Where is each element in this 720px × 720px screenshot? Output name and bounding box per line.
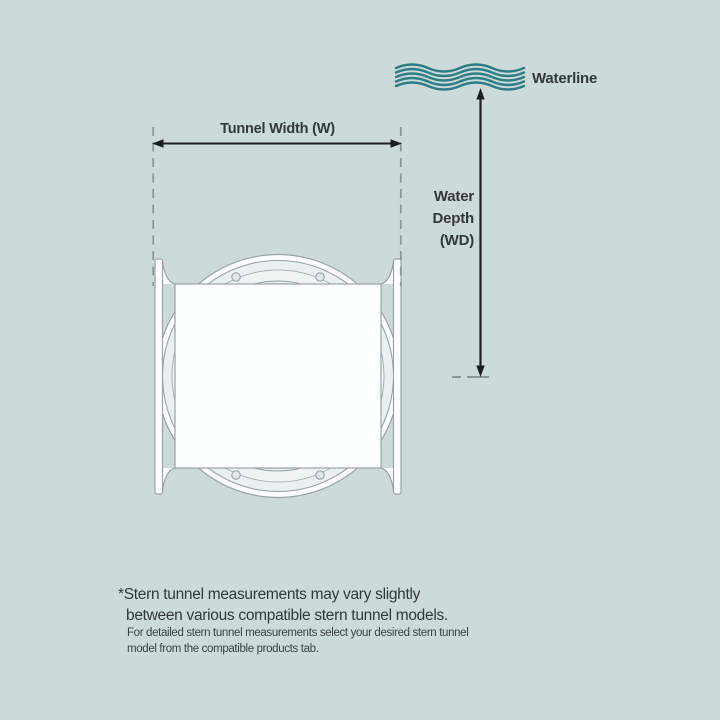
footnote-primary-line-2: between various compatible stern tunnel models. [126, 606, 448, 624]
waterline-waves-icon [396, 65, 524, 90]
water-depth-label [433, 186, 475, 252]
water-depth-line-1: Water [433, 188, 474, 205]
footnote-secondary-line-2: model from the compatible products tab. [127, 643, 319, 655]
tunnel-rim-left [155, 259, 163, 494]
bolt-hole [316, 273, 324, 281]
footnote-secondary-line-1: For detailed stern tunnel measurements select your desired stern tunnel [127, 627, 469, 639]
tunnel-rim-right [394, 259, 402, 494]
footnote-primary [118, 585, 448, 626]
tunnel-width-arrow [152, 139, 402, 147]
tunnel-barrel [175, 284, 381, 468]
footnote-primary-line-1: *Stern tunnel measurements may vary slightly [118, 586, 421, 603]
tunnel-drawing [155, 259, 401, 494]
bolt-hole [316, 471, 324, 479]
water-depth-line-2: Depth [432, 210, 474, 227]
bolt-hole [232, 471, 240, 479]
footnote-secondary [127, 625, 468, 657]
waterline-label: Waterline [532, 70, 598, 87]
water-depth-arrow [476, 88, 484, 377]
bolt-hole [232, 273, 240, 281]
tunnel-width-label: Tunnel Width (W) [220, 121, 335, 137]
water-depth-line-3: (WD) [439, 232, 474, 249]
